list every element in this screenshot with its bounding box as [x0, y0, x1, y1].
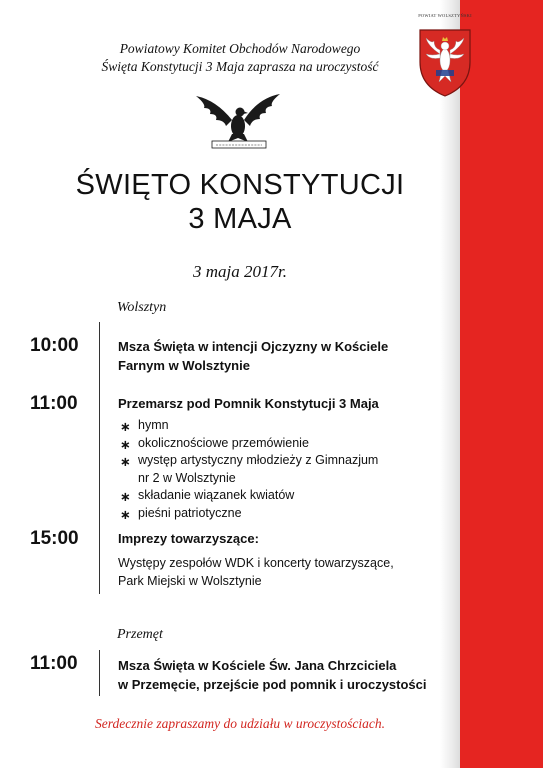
- event-title-line: Msza Święta w Kościele Św. Jana Chrzciciela: [118, 658, 397, 673]
- event-time: 10:00: [30, 335, 79, 356]
- eagle-emblem-icon: [192, 90, 284, 152]
- list-item-text: okolicznościowe przemówienie: [138, 435, 309, 450]
- place-wolsztyn: Wolsztyn: [117, 300, 167, 315]
- main-title-line-2: 3 MAJA: [188, 203, 292, 235]
- coat-caption: POWIAT WOLSZTYŃSKI: [418, 13, 472, 18]
- event-title: [118, 337, 448, 375]
- list-item: [120, 452, 440, 470]
- event-time: 11:00: [30, 653, 78, 674]
- event-time: 11:00: [30, 393, 78, 414]
- list-item-text: występ artystyczny młodzieży z Gimnazjum: [138, 453, 379, 467]
- event-description: [118, 554, 448, 590]
- event-date: 3 maja 2017r.: [193, 262, 287, 281]
- place-przemet: Przemęt: [117, 627, 163, 642]
- intro-line-1: Powiatowy Komitet Obchodów Narodowego: [119, 41, 361, 56]
- intro-line-2: Święta Konstytucji 3 Maja zaprasza na uroczystość: [101, 59, 379, 74]
- event-title: Przemarsz pod Pomnik Konstytucji 3 Maja: [118, 396, 379, 411]
- event-description-line: Występy zespołów WDK i koncerty towarzyszące,: [118, 556, 394, 570]
- flag-red-stripe: [460, 0, 543, 768]
- asterisk-bullet-icon: ∗: [120, 419, 131, 434]
- list-item-text: pieśni patriotyczne: [138, 505, 242, 520]
- list-item-text: nr 2 w Wolsztynie: [138, 470, 236, 485]
- program-list: [120, 417, 440, 522]
- list-item-text: hymn: [138, 418, 169, 432]
- main-title: [0, 168, 480, 236]
- flag-white-stripe: [440, 0, 460, 768]
- event-description-line: Park Miejski w Wolsztynie: [118, 574, 262, 588]
- list-item: [120, 505, 440, 523]
- list-item: [120, 487, 440, 505]
- list-item-continuation: [120, 470, 440, 488]
- list-item-text: składanie wiązanek kwiatów: [138, 488, 295, 502]
- closing-invitation: Serdecznie zapraszamy do udziału w uroczystościach.: [95, 716, 385, 731]
- event-title-line: Farnym w Wolsztynie: [118, 358, 250, 373]
- timeline-line-przemet: [99, 650, 100, 696]
- event-title: Imprezy towarzyszące:: [118, 531, 259, 546]
- asterisk-bullet-icon: ∗: [120, 489, 131, 504]
- event-title: [118, 656, 458, 694]
- asterisk-bullet-icon: ∗: [120, 506, 131, 522]
- asterisk-bullet-icon: ∗: [120, 454, 131, 469]
- main-title-line-1: ŚWIĘTO KONSTYTUCJI: [75, 169, 405, 201]
- timeline-line-wolsztyn: [99, 322, 100, 594]
- event-title-line: Msza Święta w intencji Ojczyzny w Kościele: [118, 339, 389, 354]
- asterisk-bullet-icon: ∗: [120, 436, 131, 452]
- event-time: 15:00: [30, 528, 79, 549]
- intro-text: [0, 40, 480, 76]
- list-item: [120, 435, 440, 453]
- event-title-line: w Przemęcie, przejście pod pomnik i uroczystości: [118, 677, 427, 692]
- list-item: [120, 417, 440, 435]
